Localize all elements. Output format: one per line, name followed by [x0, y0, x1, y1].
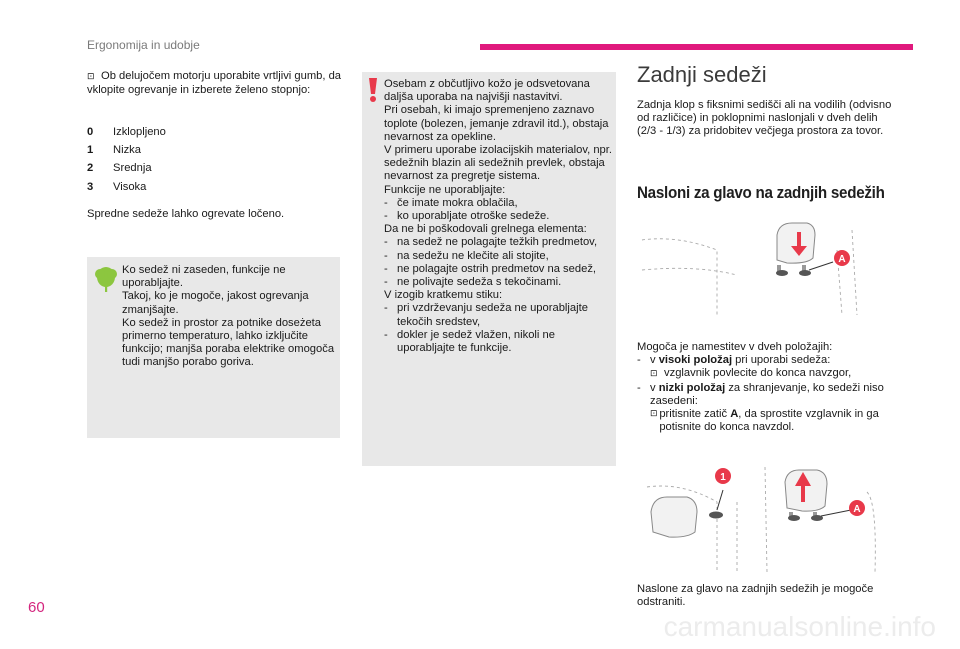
- level-row: [87, 126, 342, 139]
- short-circuit-list: [384, 302, 614, 355]
- level-number: 1: [87, 144, 94, 157]
- watermark: carmanualsonline.info: [663, 611, 936, 642]
- section-accent-bar: [480, 44, 913, 50]
- level-row: [87, 162, 342, 175]
- eco-leaf-icon: [95, 265, 117, 293]
- list-item: - ne polivajte sedeža s tekočinami.: [384, 276, 614, 289]
- page-number: 60: [28, 599, 45, 616]
- heating-levels: [87, 126, 342, 194]
- level-row: [87, 144, 342, 157]
- position-low: - v nizki položaj za shranjevanje, ko sedeži niso zasedeni: ⊡ pritisnite zatič A, da sprostite vzglavnik in ga potisnite do konca navzdol.: [637, 382, 897, 435]
- damage-list: [384, 236, 614, 289]
- list-item: - na sedež ne polagajte težkih predmetov,: [384, 236, 614, 249]
- position-high: - v visoki položaj pri uporabi sedeža: ⊡ vzglavnik povlecite do konca navzgor,: [637, 354, 897, 381]
- rear-seats-heading: Zadnji sedeži: [637, 62, 767, 87]
- level-label: Visoka: [113, 180, 147, 193]
- heating-intro: [87, 70, 342, 97]
- headrest-positions: Mogoča je namestitev v dveh položajih: - v visoki položaj pri uporabi sedeža: ⊡ vzglavnik povlecite do konca navzgor, - v nizki položaj za shranjevanje, ko sedeži niso zasedeni: ⊡ pritisnite zatič A, da sprostite vzglavnik in ga potisnite do konca navzdol.: [637, 341, 897, 434]
- level-label: Nizka: [113, 144, 141, 157]
- front-seat-note: Spredne sedeže lahko ogrevate ločeno.: [87, 208, 285, 220]
- level-row: [87, 181, 342, 194]
- dont-use-list: [384, 197, 614, 223]
- list-item: - dokler je sedež vlažen, nikoli ne uporabljajte te funkcije.: [384, 329, 614, 355]
- level-number: 0: [87, 126, 94, 138]
- bullet-arrow-icon: ⊡: [650, 369, 658, 380]
- level-label: Srednja: [113, 162, 152, 175]
- list-item: - ne polagajte ostrih predmetov na sedež,: [384, 263, 614, 276]
- bullet-arrow-icon: ⊡: [650, 409, 658, 420]
- level-number: 3: [87, 180, 94, 193]
- level-label: Izklopljeno: [113, 126, 166, 138]
- eco-tip-text: Ko sedež ni zaseden, funkcije ne uporabljajte. Takoj, ko je mogoče, jakost ogrevanja zmanjšajte. Ko sedež in prostor za potnike doseżeta primerno temperaturo, lahko izključite funkcijo; manjša poraba elektrike omogoča tudi manjšo porabo goriva.: [122, 264, 335, 369]
- rear-seats-text: Zadnja klop s fiksnimi sedišči ali na vodilih (odvisno od različice) in poklopnimi naslonjali v dveh delih (2/3 - 1/3) za pridobitev večjega prostora za tovor.: [637, 99, 892, 138]
- section-title: Ergonomija in udobje: [87, 38, 200, 52]
- headrest-removable-note: Naslone za glavo na zadnjih sedežih je mogoče odstraniti.: [637, 583, 874, 609]
- list-item: - ko uporabljate otroške sedeže.: [384, 210, 614, 223]
- warning-text: Osebam z občutljivo kožo je odsvetovana daljša uporaba na najvišji nastavitvi. Pri osebah, ki imajo spremenjeno zaznavo toplote (bolezen, jemanje zdravil itd.), obstaja nevarnost za opekline. V primeru uporabe izolacijskih materialov, npr. sedežnih blazin ali sedežnih prevlek, obstaja nevarnost za pregretje sistema. Funkcije ne uporabljajte: - če imate mokra oblačila, - ko uporabljate otroške sedeže. Da ne bi poškodovali grelnega elementa: - na sedež ne polagajte težkih predmetov, - na sedežu ne klečite ali stojite, - ne polagajte ostrih predmetov na sedež, - ne polivajte sedeža s tekočinami. V izogib kratkemu stiku: - pri vzdrževanju sedeža ne uporabljajte tekočih sredstev, - dokler je sedež vlažen, nikoli ne uporabljajte te funkcije.: [384, 78, 614, 355]
- heating-intro-text: Ob delujočem motorju uporabite vrtljivi gumb, da vklopite ogrevanje in izberete želeno stopnjo:: [87, 70, 342, 97]
- bullet-arrow-icon: ⊡: [87, 72, 95, 82]
- headrest-release-diagram: [637, 220, 877, 320]
- list-item: - na sedežu ne klečite ali stojite,: [384, 250, 614, 263]
- list-item: - pri vzdrževanju sedeža ne uporabljajte tekočih sredstev,: [384, 302, 614, 328]
- headrest-positions-diagram: [637, 462, 882, 577]
- headrests-heading: Nasloni za glavo na zadnjih sedežih: [637, 184, 885, 202]
- level-number: 2: [87, 162, 94, 175]
- warning-box: [362, 72, 616, 466]
- callout-1-label: 1: [720, 472, 726, 483]
- callout-a-label: A: [853, 504, 861, 515]
- callout-a-label: A: [838, 254, 846, 265]
- list-item: - če imate mokra oblačila,: [384, 197, 614, 210]
- warning-exclamation-icon: [367, 77, 379, 103]
- eco-tip-box: [87, 257, 340, 438]
